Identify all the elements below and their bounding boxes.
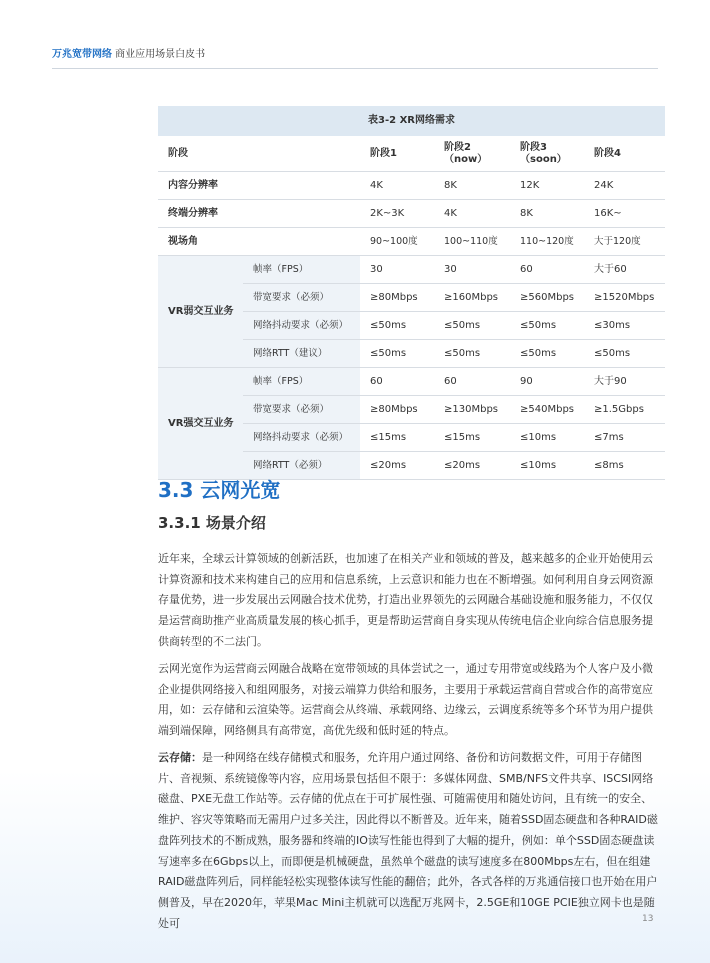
table-cell: ≤10ms <box>510 424 584 452</box>
table-cell: ≤50ms <box>510 312 584 340</box>
table-cell: 大于60 <box>584 256 665 284</box>
paragraph: 近年来，全球云计算领域的创新活跃，也加速了在相关产业和领域的普及，越来越多的企业开始使用云计算资源和技术来构建自己的应用和信息系统，上云意识和能力也在不断增强。如何利用自身云网资源存量优势，进一步发展出云网融合技术优势，打造出业界领先的云网融合基础设施和服务能力，不仅仅是运营商助推产业高质量发展的核心抓手，更是帮助运营商自身实现从传统电信企业向综合信息服务提供商转型的不二法门。 <box>158 552 653 648</box>
table-cell: 4K <box>360 172 434 200</box>
sub-row-label: 网络抖动要求（必须） <box>243 312 360 340</box>
table-row <box>158 172 665 200</box>
table-cell: ≤15ms <box>434 424 510 452</box>
section-title: 3.3 云网光宽 <box>158 478 281 502</box>
header-brand: 万兆宽带网络 <box>52 49 112 60</box>
table-cell: 16K~ <box>584 200 665 228</box>
table-cell: 60 <box>510 256 584 284</box>
table-row <box>158 200 665 228</box>
table-cell: ≤15ms <box>360 424 434 452</box>
sub-row-label: 网络抖动要求（必须） <box>243 424 360 452</box>
table-row <box>158 256 665 284</box>
table-cell: 110~120度 <box>510 228 584 256</box>
table-cell: 60 <box>360 368 434 396</box>
table-cell: ≤50ms <box>434 340 510 368</box>
table-header-stage: 阶段1 <box>360 136 434 172</box>
table-cell: 30 <box>434 256 510 284</box>
table-cell: 30 <box>360 256 434 284</box>
table-cell: ≤50ms <box>510 340 584 368</box>
table-cell: ≥130Mbps <box>434 396 510 424</box>
table-cell: 90~100度 <box>360 228 434 256</box>
table-cell: 大于120度 <box>584 228 665 256</box>
table-cell: 60 <box>434 368 510 396</box>
table-cell: ≥160Mbps <box>434 284 510 312</box>
sub-row-label: 带宽要求（必须） <box>243 284 360 312</box>
table-cell: ≤50ms <box>434 312 510 340</box>
table-row <box>158 368 665 396</box>
table-cell: ≥560Mbps <box>510 284 584 312</box>
sub-row-label: 帧率（FPS） <box>243 256 360 284</box>
table-cell: 12K <box>510 172 584 200</box>
page-header <box>52 48 205 62</box>
table-cell: ≥1520Mbps <box>584 284 665 312</box>
table-cell: ≤50ms <box>360 340 434 368</box>
table-cell: 90 <box>510 368 584 396</box>
table-cell: ≤50ms <box>584 340 665 368</box>
row-label: 内容分辨率 <box>158 172 360 200</box>
group-label-strong: VR强交互业务 <box>158 368 243 480</box>
table-header-label: 阶段 <box>158 136 360 172</box>
table-cell: 24K <box>584 172 665 200</box>
paragraph-body: 是一种网络在线存储模式和服务，允许用户通过网络、备份和访问数据文件，可用于存储图片、音视频、系统镜像等内容，应用场景包括但不限于：多媒体网盘、SMB/NFS文件共享、ISCSI网络磁盘、PXE无盘工作站等。云存储的优点在于可扩展性强、可随需使用和随处访问，且有统一的安全、维护、容灾等策略而无需用户过多关注，因此得以不断普及。近年来，随着SSD固态硬盘和各种RAID磁盘阵列技术的不断成熟，服务器和终端的IO读写性能也得到了大幅的提升，例如：单个SSD固态硬盘读写速率多在6Gbps以上，而即便是机械硬盘，虽然单个磁盘的读写速度多在800Mbps左右，但在组建RAID磁盘阵列后，同样能轻松实现整体读写性能的翻倍；此外，各式各样的万兆通信接口也开始在用户侧普及，早在2020年，苹果Mac Mini主机就可以选配万兆网卡，2.5GE和10GE PCIE独立网卡也是随处可 <box>158 751 658 930</box>
table-cell: ≤7ms <box>584 424 665 452</box>
table-cell: 8K <box>510 200 584 228</box>
table-cell: ≤30ms <box>584 312 665 340</box>
table-cell: ≥540Mbps <box>510 396 584 424</box>
table-header-stage: 阶段2 （now） <box>434 136 510 172</box>
sub-row-label: 帧率（FPS） <box>243 368 360 396</box>
table-caption: 表3-2 XR网络需求 <box>158 106 665 136</box>
subsection-title: 3.3.1 场景介绍 <box>158 514 266 532</box>
table-header-stage: 阶段4 <box>584 136 665 172</box>
table-cell: ≤20ms <box>434 452 510 480</box>
table-cell: ≥80Mbps <box>360 284 434 312</box>
table-cell: ≤50ms <box>360 312 434 340</box>
paragraph-lead: 云存储： <box>158 751 202 764</box>
xr-network-table <box>158 106 665 480</box>
header-title: 商业应用场景白皮书 <box>112 49 206 60</box>
table-cell: 8K <box>434 172 510 200</box>
row-label: 终端分辨率 <box>158 200 360 228</box>
table-cell: ≤10ms <box>510 452 584 480</box>
table-cell: 大于90 <box>584 368 665 396</box>
table-cell: ≤8ms <box>584 452 665 480</box>
sub-row-label: 带宽要求（必须） <box>243 396 360 424</box>
table-header-stage: 阶段3 （soon） <box>510 136 584 172</box>
table-cell: ≥1.5Gbps <box>584 396 665 424</box>
paragraph <box>158 748 662 934</box>
paragraph: 云网光宽作为运营商云网融合战略在宽带领域的具体尝试之一，通过专用带宽或线路为个人客户及小微企业提供网络接入和组网服务，对接云端算力供给和服务，主要用于承载运营商自营或合作的高带宽应用，如：云存储和云渲染等。运营商会从终端、承载网络、边缘云，云调度系统等多个环节为用户提供端到端保障，网络侧具有高带宽，高优先级和低时延的特点。 <box>158 662 653 738</box>
table-cell: 2K~3K <box>360 200 434 228</box>
header-divider <box>52 68 658 69</box>
sub-row-label: 网络RTT（建议） <box>243 340 360 368</box>
table-cell: ≥80Mbps <box>360 396 434 424</box>
table-cell: ≤20ms <box>360 452 434 480</box>
sub-row-label: 网络RTT（必须） <box>243 452 360 480</box>
table-cell: 100~110度 <box>434 228 510 256</box>
table-row <box>158 228 665 256</box>
row-label: 视场角 <box>158 228 360 256</box>
page-number: 13 <box>642 914 654 924</box>
group-label-weak: VR弱交互业务 <box>158 256 243 368</box>
table-cell: 4K <box>434 200 510 228</box>
